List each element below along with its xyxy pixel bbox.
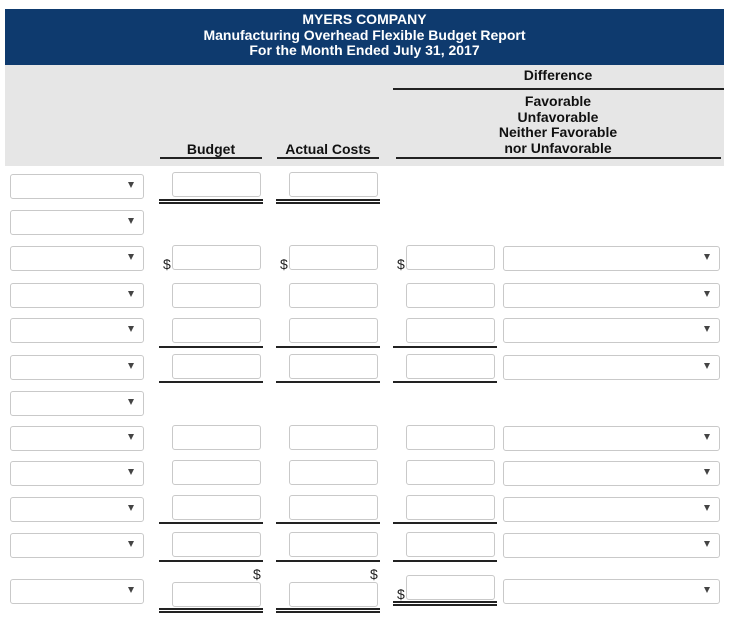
- row8-difference-input[interactable]: [406, 425, 495, 450]
- row9-actual-input[interactable]: [289, 460, 378, 485]
- budget-rule: [160, 157, 262, 159]
- row12-difference-double-rule: [393, 601, 497, 606]
- row10-budget-rule: [159, 522, 263, 524]
- row6-fav-select[interactable]: [503, 355, 720, 380]
- row5-fav-select[interactable]: [503, 318, 720, 343]
- row8-actual-input[interactable]: [289, 425, 378, 450]
- report-period: For the Month Ended July 31, 2017: [249, 42, 480, 58]
- row1-actual-double-rule: [276, 199, 380, 204]
- row10-actual-rule: [276, 522, 380, 524]
- row6-item-select[interactable]: [10, 355, 144, 380]
- chevron-down-icon: [704, 363, 710, 369]
- chevron-down-icon: [128, 363, 134, 369]
- chevron-down-icon: [704, 291, 710, 297]
- row12-actual-input[interactable]: [289, 582, 378, 607]
- row9-difference-input[interactable]: [406, 460, 495, 485]
- row3-fav-select[interactable]: [503, 246, 720, 271]
- row11-item-select[interactable]: [10, 533, 144, 558]
- difference-heading: Difference: [523, 67, 593, 83]
- chevron-down-icon: [128, 505, 134, 511]
- row1-budget-double-rule: [159, 199, 263, 204]
- fav-option-neither: Neither Favorable: [498, 124, 618, 140]
- chevron-down-icon: [128, 541, 134, 547]
- chevron-down-icon: [704, 434, 710, 440]
- chevron-down-icon: [704, 326, 710, 332]
- row10-difference-input[interactable]: [406, 495, 495, 520]
- row11-budget-input[interactable]: [172, 532, 261, 557]
- actual-costs-heading: Actual Costs: [285, 141, 371, 157]
- row5-actual-rule: [276, 346, 380, 348]
- row12-actual-dollar: $: [370, 566, 378, 582]
- report-title: Manufacturing Overhead Flexible Budget Report: [203, 26, 526, 43]
- row6-actual-input[interactable]: [289, 354, 378, 379]
- row5-difference-input[interactable]: [406, 318, 495, 343]
- chevron-down-icon: [704, 254, 710, 260]
- row3-item-select[interactable]: [10, 246, 144, 271]
- fav-option-unfavorable: Unfavorable: [517, 108, 599, 125]
- row10-actual-input[interactable]: [289, 495, 378, 520]
- chevron-down-icon: [128, 469, 134, 475]
- chevron-down-icon: [704, 587, 710, 593]
- row5-item-select[interactable]: [10, 318, 144, 343]
- row4-budget-input[interactable]: [172, 283, 261, 308]
- row4-difference-input[interactable]: [406, 283, 495, 308]
- row1-actual-input[interactable]: [289, 172, 378, 197]
- fav-option-favorable: Favorable: [524, 93, 592, 109]
- row5-budget-input[interactable]: [172, 318, 261, 343]
- row12-budget-double-rule: [159, 608, 263, 613]
- row5-difference-rule: [393, 346, 497, 348]
- row9-item-select[interactable]: [10, 461, 144, 486]
- row12-item-select[interactable]: [10, 579, 144, 604]
- row4-fav-select[interactable]: [503, 283, 720, 308]
- row11-difference-rule: [393, 560, 497, 562]
- row10-difference-rule: [393, 522, 497, 524]
- chevron-down-icon: [704, 469, 710, 475]
- chevron-down-icon: [128, 218, 134, 224]
- row10-budget-input[interactable]: [172, 495, 261, 520]
- row8-item-select[interactable]: [10, 426, 144, 451]
- budget-heading: Budget: [186, 141, 236, 157]
- row3-difference-input[interactable]: [406, 245, 495, 270]
- row1-item-select[interactable]: [10, 174, 144, 199]
- actual-costs-rule: [277, 157, 379, 159]
- row12-fav-select[interactable]: [503, 579, 720, 604]
- row3-budget-input[interactable]: [172, 245, 261, 270]
- row1-budget-input[interactable]: [172, 172, 261, 197]
- row5-budget-rule: [159, 346, 263, 348]
- row12-actual-double-rule: [276, 608, 380, 613]
- fav-unfav-rule: [396, 157, 721, 159]
- row11-budget-rule: [159, 560, 263, 562]
- row2-item-select[interactable]: [10, 210, 144, 235]
- row12-budget-input[interactable]: [172, 582, 261, 607]
- row5-actual-input[interactable]: [289, 318, 378, 343]
- row8-fav-select[interactable]: [503, 426, 720, 451]
- row11-fav-select[interactable]: [503, 533, 720, 558]
- chevron-down-icon: [128, 399, 134, 405]
- company-name: MYERS COMPANY: [302, 11, 427, 27]
- row11-actual-rule: [276, 560, 380, 562]
- row8-budget-input[interactable]: [172, 425, 261, 450]
- row3-budget-dollar: $: [163, 256, 171, 272]
- chevron-down-icon: [128, 587, 134, 593]
- chevron-down-icon: [128, 291, 134, 297]
- row9-fav-select[interactable]: [503, 461, 720, 486]
- row10-fav-select[interactable]: [503, 497, 720, 522]
- chevron-down-icon: [128, 326, 134, 332]
- chevron-down-icon: [128, 254, 134, 260]
- row3-actual-dollar: $: [280, 256, 288, 272]
- fav-unfav-heading: [396, 94, 720, 156]
- column-header-area: [5, 65, 724, 166]
- report-header: [5, 9, 724, 65]
- row3-difference-dollar: $: [397, 256, 405, 272]
- row12-difference-input[interactable]: [406, 575, 495, 600]
- fav-option-nor-unfavorable: nor Unfavorable: [504, 139, 612, 156]
- row4-item-select[interactable]: [10, 283, 144, 308]
- row12-budget-dollar: $: [253, 566, 261, 582]
- chevron-down-icon: [128, 434, 134, 440]
- row3-actual-input[interactable]: [289, 245, 378, 270]
- row6-budget-rule: [159, 381, 263, 383]
- chevron-down-icon: [704, 541, 710, 547]
- row11-actual-input[interactable]: [289, 532, 378, 557]
- row9-budget-input[interactable]: [172, 460, 261, 485]
- row10-item-select[interactable]: [10, 497, 144, 522]
- row6-budget-input[interactable]: [172, 354, 261, 379]
- row4-actual-input[interactable]: [289, 283, 378, 308]
- chevron-down-icon: [704, 505, 710, 511]
- row6-difference-rule: [393, 381, 497, 383]
- chevron-down-icon: [128, 182, 134, 188]
- difference-rule: [393, 88, 724, 90]
- row11-difference-input[interactable]: [406, 532, 495, 557]
- row12-difference-dollar: $: [397, 586, 405, 602]
- row7-item-select[interactable]: [10, 391, 144, 416]
- row6-difference-input[interactable]: [406, 354, 495, 379]
- row6-actual-rule: [276, 381, 380, 383]
